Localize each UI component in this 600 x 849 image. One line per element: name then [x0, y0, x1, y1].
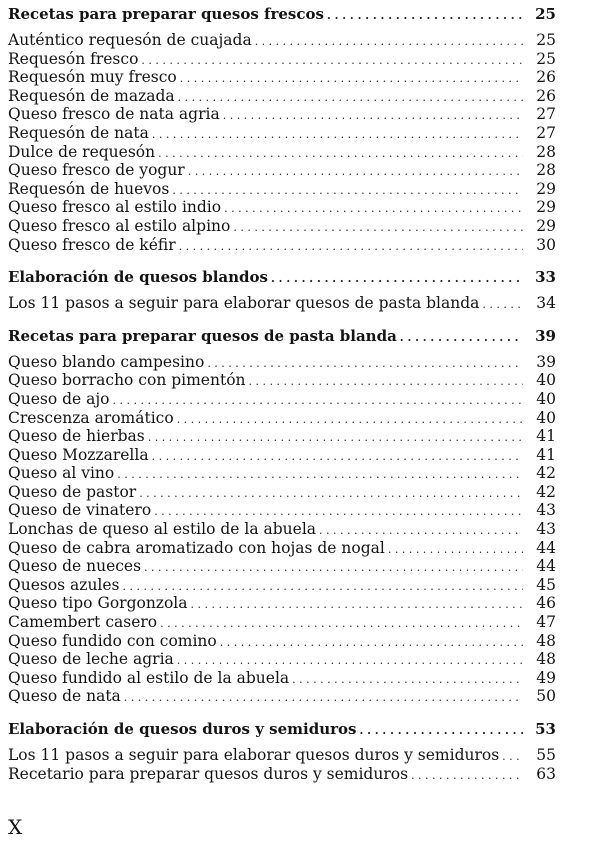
- toc-entry-page-number: 44: [536, 557, 556, 576]
- dot-leader: [177, 409, 523, 430]
- dot-leader: [220, 632, 523, 653]
- toc-entry-page-number: 27: [536, 105, 556, 124]
- dot-leader: [233, 217, 523, 238]
- toc-entry: [8, 353, 556, 372]
- dot-leader: [139, 483, 523, 504]
- toc-entry-title: Queso de nata: [8, 687, 121, 706]
- toc-section-heading-title: Elaboración de quesos blandos: [8, 268, 268, 287]
- toc-section-heading-page-number: 25: [535, 5, 556, 23]
- toc-entry-page-number: 29: [536, 198, 556, 217]
- toc-section-heading-page-number: 33: [535, 268, 556, 287]
- dot-leader: [117, 464, 523, 485]
- toc-entry-page-number: 29: [536, 179, 556, 198]
- toc-entry-page-number: 26: [536, 68, 556, 87]
- dot-leader: [172, 180, 523, 201]
- toc-section: [8, 720, 556, 783]
- toc-entry-page-number: 40: [536, 371, 556, 390]
- dot-leader: [249, 371, 523, 392]
- toc-entry: [8, 50, 556, 69]
- toc-entry-page-number: 30: [536, 235, 556, 254]
- toc-entry: [8, 390, 556, 409]
- toc-entry-page-number: 25: [536, 49, 556, 68]
- dot-leader: [124, 687, 523, 708]
- toc-entry-page-number: 40: [536, 408, 556, 427]
- toc-entry: [8, 464, 556, 483]
- toc-entry: [8, 687, 556, 706]
- toc-entry: [8, 557, 556, 576]
- toc-entry: [8, 31, 556, 50]
- toc-entry-page-number: 26: [536, 86, 556, 105]
- toc-entry-title: Los 11 pasos a seguir para elaborar quesos duros y semiduros: [8, 746, 500, 764]
- toc-entry-title: Quesos azules: [8, 575, 120, 594]
- toc-entry-title: Queso de nueces: [8, 557, 142, 576]
- toc-entry-page-number: 50: [536, 687, 556, 706]
- toc-entry: [8, 576, 556, 595]
- dot-leader: [152, 446, 523, 467]
- toc-entry: [8, 68, 556, 87]
- toc-entry-title: Queso fresco de kéfir: [8, 235, 176, 254]
- dot-leader: [148, 427, 523, 448]
- toc-entry-title: Crescenza aromático: [8, 408, 174, 427]
- toc-entry-page-number: 47: [536, 613, 556, 632]
- dot-leader: [327, 5, 523, 25]
- dot-leader: [180, 68, 523, 89]
- toc-entry-title: Queso fresco al estilo indio: [8, 198, 222, 217]
- toc-entry-title: Queso tipo Gorgonzola: [8, 594, 188, 613]
- toc-entry-page-number: 34: [536, 294, 556, 313]
- dot-leader: [411, 765, 523, 786]
- dot-leader: [112, 390, 523, 411]
- toc-entry-page-number: 25: [536, 31, 556, 49]
- dot-leader: [388, 539, 523, 560]
- toc-entry-title: Queso Mozzarella: [8, 445, 149, 464]
- toc-entry: [8, 371, 556, 390]
- dot-leader: [292, 669, 523, 690]
- dot-leader: [123, 576, 523, 597]
- toc-entry-title: Queso fresco al estilo alpino: [8, 216, 231, 235]
- toc-entry-title: Queso borracho con pimentón: [8, 371, 246, 390]
- toc-entry: [8, 198, 556, 217]
- toc-entry: [8, 594, 556, 613]
- toc-entry: [8, 613, 556, 632]
- toc-section-heading: [8, 327, 556, 345]
- toc-entry: [8, 765, 556, 784]
- toc-entry-title: Dulce de requesón: [8, 142, 156, 161]
- toc-section: [8, 327, 556, 706]
- toc-entry: [8, 520, 556, 539]
- toc-entry-page-number: 45: [536, 575, 556, 594]
- toc-entry-title: Queso de hierbas: [8, 427, 145, 446]
- toc-entry-title: Queso fresco de yogur: [8, 161, 185, 180]
- toc-entry: [8, 105, 556, 124]
- toc-entry-page-number: 63: [536, 764, 556, 783]
- toc-entry-title: Recetario para preparar quesos duros y semiduros: [8, 764, 409, 783]
- toc-entry: [8, 180, 556, 199]
- dot-leader: [152, 124, 523, 145]
- toc-entry-title: Queso de leche agria: [8, 650, 174, 669]
- toc-entry: [8, 669, 556, 688]
- toc-entry: [8, 427, 556, 446]
- dot-leader: [188, 161, 523, 182]
- toc-entry-page-number: 41: [536, 427, 556, 446]
- dot-leader: [191, 594, 524, 615]
- toc-entry-page-number: 40: [536, 389, 556, 408]
- toc-entry-page-number: 55: [536, 746, 556, 764]
- toc-entry-title: Queso fresco de nata agria: [8, 105, 220, 124]
- toc-entry-title: Queso de pastor: [8, 482, 137, 501]
- dot-leader: [255, 31, 523, 52]
- toc-entry-title: Requesón fresco: [8, 49, 139, 68]
- toc-entry-page-number: 27: [536, 123, 556, 142]
- toc-entry: [8, 539, 556, 558]
- toc-section-heading: [8, 268, 556, 286]
- dot-leader: [359, 720, 523, 740]
- toc-entry-page-number: 43: [536, 520, 556, 539]
- table-of-contents: [8, 0, 556, 797]
- toc-entry-page-number: 28: [536, 142, 556, 161]
- toc-entry: [8, 632, 556, 651]
- dot-leader: [160, 613, 523, 634]
- toc-section: [8, 5, 556, 254]
- toc-section-heading-title: Recetas para preparar quesos frescos: [8, 5, 324, 23]
- toc-entry-title: Queso de cabra aromatizado con hojas de nogal: [8, 538, 385, 557]
- dot-leader: [319, 520, 523, 541]
- toc-entry-title: Los 11 pasos a seguir para elaborar quesos de pasta blanda: [8, 294, 480, 313]
- toc-entry: [8, 409, 556, 428]
- toc-entry-title: Queso de ajo: [8, 389, 110, 408]
- toc-entry-page-number: 29: [536, 216, 556, 235]
- toc-entry-title: Requesón muy fresco: [8, 68, 177, 87]
- toc-entry-title: Lonchas de queso al estilo de la abuela: [8, 520, 317, 539]
- dot-leader: [158, 143, 523, 164]
- toc-entry: [8, 446, 556, 465]
- toc-entry-title: Requesón de huevos: [8, 179, 170, 198]
- toc-entry-title: Queso fundido al estilo de la abuela: [8, 668, 290, 687]
- toc-entry-page-number: 39: [536, 352, 556, 371]
- toc-entry-page-number: 44: [536, 538, 556, 557]
- dot-leader: [400, 327, 523, 347]
- toc-entry: [8, 161, 556, 180]
- toc-entry-title: Requesón de nata: [8, 123, 149, 142]
- toc-entry-page-number: 42: [536, 464, 556, 483]
- toc-entry-title: Queso de vinatero: [8, 501, 152, 520]
- dot-leader: [141, 50, 523, 71]
- toc-entry: [8, 236, 556, 255]
- toc-entry-page-number: 28: [536, 161, 556, 180]
- dot-leader: [178, 87, 523, 108]
- dot-leader: [154, 501, 523, 522]
- toc-entry: [8, 294, 556, 313]
- dot-leader: [207, 353, 523, 374]
- toc-entry-page-number: 49: [536, 668, 556, 687]
- toc-entry: [8, 483, 556, 502]
- toc-entry-title: Queso fundido con comino: [8, 631, 217, 650]
- dot-leader: [224, 198, 523, 219]
- toc-entry-title: Requesón de mazada: [8, 86, 175, 105]
- toc-entry-page-number: 46: [536, 594, 556, 613]
- toc-entry: [8, 746, 556, 765]
- toc-entry: [8, 143, 556, 162]
- toc-entry-page-number: 41: [536, 445, 556, 464]
- toc-entry-page-number: 48: [536, 650, 556, 669]
- toc-entry: [8, 87, 556, 106]
- toc-entry-page-number: 42: [536, 482, 556, 501]
- page-folio: X: [8, 815, 23, 839]
- toc-section-heading: [8, 5, 556, 23]
- toc-entry-title: Queso blando campesino: [8, 352, 205, 371]
- dot-leader: [482, 294, 523, 315]
- toc-entry-title: Auténtico requesón de cuajada: [8, 31, 252, 49]
- toc-entry: [8, 124, 556, 143]
- dot-leader: [179, 236, 523, 257]
- toc-section: [8, 268, 556, 313]
- toc-section-heading-page-number: 39: [535, 326, 556, 345]
- toc-entry-page-number: 43: [536, 501, 556, 520]
- toc-entry-title: Queso al vino: [8, 464, 115, 483]
- toc-entry: [8, 217, 556, 236]
- toc-section-heading-page-number: 53: [535, 720, 556, 738]
- toc-entry-title: Camembert casero: [8, 613, 158, 632]
- toc-entry-page-number: 48: [536, 631, 556, 650]
- dot-leader: [223, 105, 523, 126]
- dot-leader: [144, 557, 523, 578]
- dot-leader: [177, 650, 523, 671]
- dot-leader: [502, 746, 523, 767]
- toc-entry: [8, 501, 556, 520]
- toc-section-heading-title: Recetas para preparar quesos de pasta blanda: [8, 326, 397, 345]
- toc-entry: [8, 650, 556, 669]
- toc-section-heading-title: Elaboración de quesos duros y semiduros: [8, 720, 357, 738]
- toc-section-heading: [8, 720, 556, 738]
- dot-leader: [271, 268, 523, 288]
